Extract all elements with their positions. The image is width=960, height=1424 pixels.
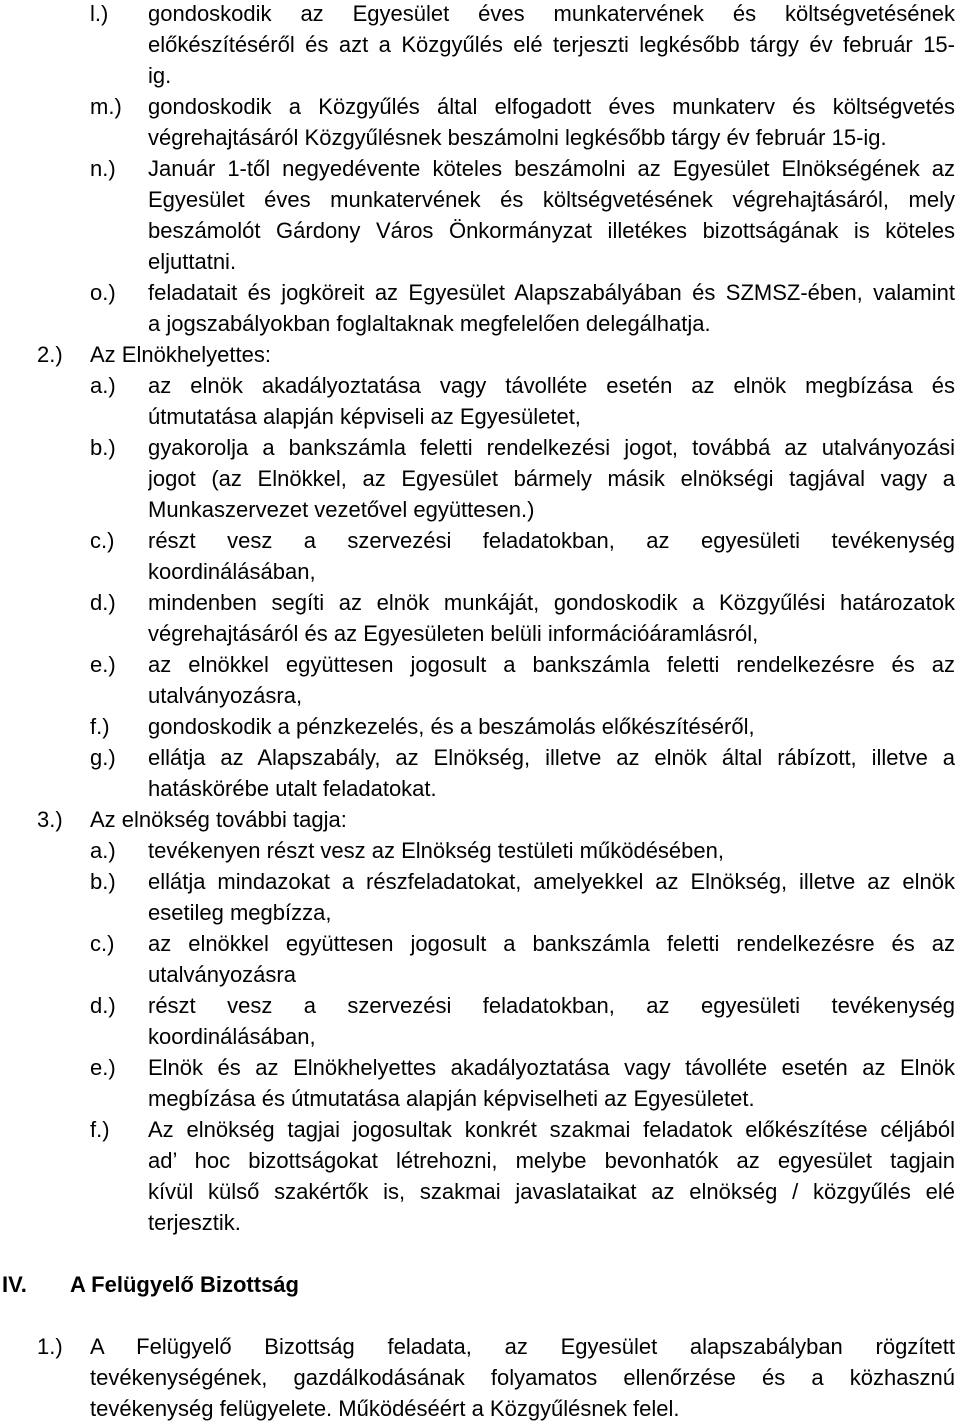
list-item: [0, 1052, 955, 1114]
item-line: a jogszabályokban foglaltaknak megfelelően delegálhatja.: [148, 311, 711, 336]
item-line: gyakorolja a bankszámla feletti rendelkezési jogot, továbbá az utalványozási: [148, 435, 955, 460]
item-line: ig.: [148, 63, 172, 88]
item-line: Munkaszervezet vezetővel együttesen.): [148, 497, 535, 522]
item-line: Elnök és az Elnökhelyettes akadályoztatása vagy távolléte esetén az Elnök: [148, 1055, 955, 1080]
section-number: 3.): [37, 807, 63, 832]
paragraph-line: tevékenységének, gazdálkodásának folyamatos ellenőrzése és a közhasznú: [90, 1365, 955, 1390]
list-item: [0, 0, 955, 91]
item-line: hatáskörébe utalt feladatokat.: [148, 776, 437, 801]
item-label: d.): [90, 993, 116, 1018]
item-line: végrehajtásáról Közgyűlésnek beszámolni legkésőbb tárgy év február 15-ig.: [148, 125, 887, 150]
item-line: részt vesz a szervezési feladatokban, az egyesületi tevékenység: [148, 528, 955, 553]
item-label: b.): [90, 869, 116, 894]
section-heading-row: [0, 339, 955, 370]
item-line: ad’ hoc bizottságokat létrehozni, melybe bevonhatók az egyesület tagjain: [148, 1148, 955, 1173]
item-line: eljuttatni.: [148, 249, 237, 274]
item-line: esetileg megbízza,: [148, 900, 332, 925]
item-line: megbízása és útmutatása alapján képviselheti az Egyesületet.: [148, 1086, 755, 1111]
item-line: útmutatása alapján képviseli az Egyesületet,: [148, 404, 581, 429]
item-label: b.): [90, 435, 116, 460]
list-item: [0, 153, 955, 277]
item-label: a.): [90, 838, 116, 863]
numbered-paragraph: [0, 1331, 955, 1424]
item-label: c.): [90, 528, 115, 553]
item-line: az elnökkel együttesen jogosult a bankszámla feletti rendelkezésre és az: [148, 652, 955, 677]
item-label: l.): [90, 1, 109, 26]
list-item: [0, 432, 955, 525]
list-item: [0, 835, 955, 866]
section-board-members: [0, 804, 960, 1238]
list-item: [0, 711, 955, 742]
item-line: gondoskodik az Egyesület éves munkatervének és költségvetésének: [148, 1, 955, 26]
item-label: d.): [90, 590, 116, 615]
item-line: koordinálásában,: [148, 1024, 316, 1049]
section-number: 2.): [37, 342, 63, 367]
list-item: [0, 277, 955, 339]
item-line: ellátja az Alapszabály, az Elnökség, illetve az elnök által rábízott, illetve a: [148, 745, 955, 770]
section-heading: Az elnökség további tagja:: [90, 807, 347, 832]
item-line: ellátja mindazokat a részfeladatokat, amelyekkel az Elnökség, illetve az elnök: [148, 869, 955, 894]
item-label: c.): [90, 931, 115, 956]
item-line: kívül külső szakértők is, szakmai javaslataikat az elnökség / közgyűlés elé: [148, 1179, 955, 1204]
section-heading-row: [0, 804, 955, 835]
continued-list: [0, 0, 960, 339]
chapter-title: A Felügyelő Bizottság: [70, 1272, 299, 1297]
list-item: [0, 370, 955, 432]
item-line: beszámolót Gárdony Város Önkormányzat illetékes bizottságának is köteles: [148, 218, 955, 243]
item-label: f.): [90, 714, 110, 739]
paragraph-line: tevékenység felügyelete. Működéséért a Közgyűlésnek felel.: [90, 1396, 680, 1421]
list-item: [0, 1114, 955, 1238]
item-line: jogot (az Elnökkel, az Egyesület bármely másik elnökségi tagjával vagy a: [148, 466, 955, 491]
item-label: m.): [90, 94, 122, 119]
item-line: Egyesület éves munkatervének és költségvetésének végrehajtásáról, mely: [148, 187, 955, 212]
item-label: f.): [90, 1117, 110, 1142]
chapter-supervisory-board: [0, 1269, 960, 1424]
item-label: g.): [90, 745, 116, 770]
item-label: e.): [90, 652, 116, 677]
list-item: [0, 525, 955, 587]
list-item: [0, 742, 955, 804]
item-label: n.): [90, 156, 116, 181]
chapter-number: IV.: [2, 1272, 27, 1297]
list-item: [0, 587, 955, 649]
item-line: tevékenyen részt vesz az Elnökség testületi működésében,: [148, 838, 724, 863]
list-item: [0, 990, 955, 1052]
item-line: gondoskodik a Közgyűlés által elfogadott éves munkaterv és költségvetés: [148, 94, 955, 119]
list-item: [0, 91, 955, 153]
chapter-heading: [0, 1269, 960, 1300]
item-line: mindenben segíti az elnök munkáját, gondoskodik a Közgyűlési határozatok: [148, 590, 955, 615]
list-item: [0, 649, 955, 711]
list-item: [0, 866, 955, 928]
item-line: részt vesz a szervezési feladatokban, az egyesületi tevékenység: [148, 993, 955, 1018]
item-line: utalványozásra: [148, 962, 296, 987]
section-vice-president: [0, 339, 960, 804]
item-line: Január 1-től negyedévente köteles beszámolni az Egyesület Elnökségének az: [148, 156, 955, 181]
blank-line: [0, 1238, 960, 1269]
list-item: [0, 928, 955, 990]
item-line: utalványozásra,: [148, 683, 303, 708]
item-line: Az elnökség tagjai jogosultak konkrét szakmai feladatok előkészítése céljából: [148, 1117, 955, 1142]
item-line: feladatait és jogköreit az Egyesület Alapszabályában és SZMSZ-ében, valamint: [148, 280, 955, 305]
item-line: terjesztik.: [148, 1210, 241, 1235]
item-label: a.): [90, 373, 116, 398]
item-label: e.): [90, 1055, 116, 1080]
item-line: az elnök akadályoztatása vagy távolléte esetén az elnök megbízása és: [148, 373, 955, 398]
paragraph-label: 1.): [37, 1334, 63, 1359]
item-line: az elnökkel együttesen jogosult a bankszámla feletti rendelkezésre és az: [148, 931, 955, 956]
item-line: koordinálásában,: [148, 559, 316, 584]
item-label: o.): [90, 280, 116, 305]
item-line: végrehajtásáról és az Egyesületen belüli információáramlásról,: [148, 621, 759, 646]
item-line: gondoskodik a pénzkezelés, és a beszámolás előkészítéséről,: [148, 714, 755, 739]
section-heading: Az Elnökhelyettes:: [90, 342, 271, 367]
item-line: előkészítéséről és azt a Közgyűlés elé terjeszti legkésőbb tárgy év február 15-: [148, 32, 955, 57]
blank-line: [0, 1300, 960, 1331]
paragraph-line: A Felügyelő Bizottság feladata, az Egyesület alapszabályban rögzített: [90, 1334, 955, 1359]
